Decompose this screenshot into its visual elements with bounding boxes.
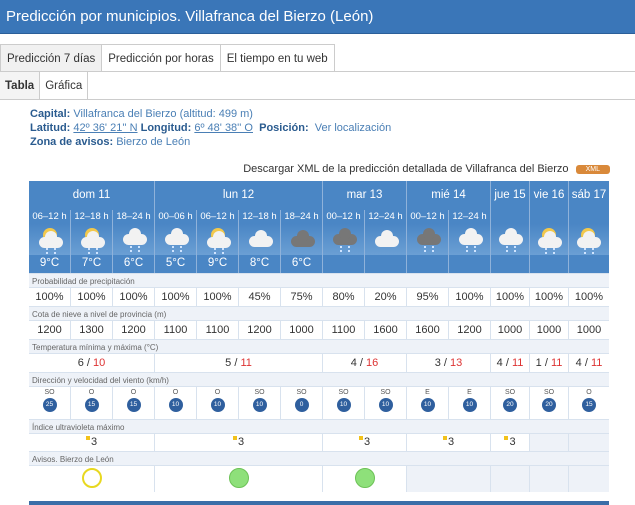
weather-icon-row [29,224,609,255]
xml-download-text[interactable]: Descargar XML de la predicción detallada de Villafranca del Bierzo [243,163,569,175]
latitude-label: Latitud: [30,122,71,134]
precip-label: Probabilidad de precipitación [29,273,609,288]
day-header: mié 14 [407,181,491,210]
wind-cell: SO 20 [530,387,569,419]
snow-cell: 1200 [113,321,155,339]
precip-cell: 100% [113,288,155,306]
wind-label: Dirección y velocidad del viento (km/h) [29,372,609,387]
period-cell: 00–06 h [155,210,197,224]
snow-cell: 1200 [29,321,71,339]
temp-cell: 6°C [113,255,155,273]
capital-value: Villafranca del Bierzo (altitud: 499 m) [73,108,253,120]
green-warning-icon[interactable] [355,468,375,488]
period-cell: 18–24 h [113,210,155,224]
dark-rain-cloud-icon [407,224,449,255]
rain-sun-icon [71,224,113,255]
uv-cell: 3 [323,434,407,451]
wind-cell: E 10 [407,387,449,419]
wind-cell: O 15 [113,387,155,419]
position-label: Posición: [259,122,309,134]
tab-tabla[interactable]: Tabla [0,72,40,99]
day-header: dom 11 [29,181,155,210]
temp-minmax-cell: 4 / 16 [323,354,407,372]
dark-rain-cloud-icon [323,224,365,255]
period-row [29,210,609,224]
wind-arrow-icon: 15 [85,398,99,412]
precip-cell: 95% [407,288,449,306]
temp-cell: 9°C [29,255,71,273]
cloud-icon [365,224,407,255]
uv-row [29,434,609,451]
snow-cell: 1200 [449,321,491,339]
temp-cell: 9°C [197,255,239,273]
sun-icon [443,436,447,440]
temp-cell: 5°C [155,255,197,273]
aviso-cell [155,466,323,492]
wind-arrow-icon: 10 [379,398,393,412]
precip-row [29,288,609,306]
wind-arrow-icon: 10 [169,398,183,412]
precip-cell: 75% [281,288,323,306]
page-title: Predicción por municipios. Villafranca del Bierzo (León) [0,0,635,34]
avisos-row [29,466,609,492]
snow-cell: 1300 [71,321,113,339]
snow-cell: 1100 [323,321,365,339]
wind-arrow-icon: 25 [43,398,57,412]
period-cell: 06–12 h [197,210,239,224]
rain-cloud-icon [491,224,530,255]
precip-cell: 20% [365,288,407,306]
temp-label: Temperatura mínima y máxima (°C) [29,339,609,354]
aviso-cell [323,466,407,492]
dark-cloud-icon [281,224,323,255]
wind-cell: SO 10 [323,387,365,419]
precip-cell: 100% [155,288,197,306]
day-header: vie 16 [530,181,569,210]
rain-cloud-icon [449,224,491,255]
aviso-cell [29,466,155,492]
temp-minmax-cell: 3 / 13 [407,354,491,372]
day-header: lun 12 [155,181,323,210]
snow-cell: 1000 [576,324,602,336]
period-cell: 12–18 h [71,210,113,224]
sub-tabs [0,72,635,100]
longitude-link[interactable]: 6º 48' 38'' O [194,122,253,134]
snow-label: Cota de nieve a nivel de provincia (m) [29,306,609,321]
snow-cell: 1200 [239,321,281,339]
temp-minmax-cell: 1 / 11 [530,354,569,372]
main-tabs [0,44,635,72]
forecast-table [29,181,609,492]
temp-minmax-cell: 6 / 10 [29,354,155,372]
longitude-label: Longitud: [140,122,192,134]
sun-icon [233,436,237,440]
yellow-warning-icon[interactable] [82,468,102,488]
wind-cell: SO 10 [365,387,407,419]
zona-avisos-label: Zona de avisos: [30,136,114,148]
snow-cell: 1000 [491,321,530,339]
temp-minmax-row [29,354,609,372]
day-header-row [29,181,609,210]
snow-cell: 1600 [365,321,407,339]
period-cell: 12–24 h [365,210,407,224]
snow-cell: 1100 [155,321,197,339]
temp-minmax-cell: 5 / 11 [155,354,323,372]
tab-el-tiempo-en-tu-web[interactable]: El tiempo en tu web [220,44,335,71]
wind-arrow-icon: 10 [421,398,435,412]
temp-cell: 8°C [239,255,281,273]
period-cell: 12–24 h [449,210,491,224]
temperature-row [29,255,609,273]
day-header: jue 15 [491,181,530,210]
wind-cell: O 15 [569,387,609,419]
sun-icon [86,436,90,440]
sun-icon [504,436,508,440]
wind-arrow-icon: 10 [463,398,477,412]
wind-arrow-icon: 20 [542,398,556,412]
precip-cell: 100% [197,288,239,306]
snow-row [29,321,609,339]
sun-icon [359,436,363,440]
wind-cell: O 10 [197,387,239,419]
tab-prediccion-por-horas[interactable]: Predicción por horas [101,44,220,71]
snow-cell: 1000 [281,321,323,339]
uv-cell: 3 [155,434,323,451]
period-cell: 00–12 h [407,210,449,224]
wind-arrow-icon: 15 [582,398,596,412]
rain-moon-icon [155,224,197,255]
cloud-icon [239,224,281,255]
rain-moon-icon [113,224,155,255]
wind-row [29,387,609,419]
wind-cell: O 10 [155,387,197,419]
zona-avisos-value: Bierzo de León [116,136,191,148]
precip-cell: 45% [239,288,281,306]
location-info [0,100,635,149]
tab-grafica[interactable]: Gráfica [40,72,88,99]
tab-prediccion-7-dias[interactable]: Predicción 7 días [0,44,102,71]
precip-cell: 100% [71,288,113,306]
avisos-label: Avisos. Bierzo de León [29,451,609,466]
xml-badge-button[interactable]: XML [576,165,610,174]
xml-download [243,163,610,175]
precip-cell: 100% [29,288,71,306]
period-cell: 12–18 h [239,210,281,224]
precip-cell: 100% [449,288,491,306]
temp-minmax-cell: 4 / 11 [491,354,530,372]
rain-sun-icon [29,224,71,255]
period-cell: 18–24 h [281,210,323,224]
wind-cell: SO 10 [239,387,281,419]
period-cell: 06–12 h [29,210,71,224]
precip-cell: 100% [574,291,604,303]
uv-cell: 3 [491,434,530,451]
snow-cell: 1000 [530,321,569,339]
period-cell: 00–12 h [323,210,365,224]
rain-sun-icon [569,224,609,255]
wind-arrow-icon: 10 [211,398,225,412]
snow-cell: 1600 [407,321,449,339]
wind-cell: SO 25 [29,387,71,419]
wind-cell: O 15 [71,387,113,419]
temp-cell: 7°C [71,255,113,273]
green-warning-icon[interactable] [229,468,249,488]
table-footer-bar [29,501,609,505]
day-header: mar 13 [323,181,407,210]
uv-cell: 3 [407,434,491,451]
wind-arrow-icon: 10 [253,398,267,412]
day-header: sáb 17 [569,181,609,210]
uv-cell: 3 [29,434,155,451]
latitude-link[interactable]: 42º 36' 21'' N [73,122,138,134]
ver-localizacion-link[interactable]: Ver localización [314,122,392,134]
wind-arrow-icon: 10 [337,398,351,412]
temp-cell: 6°C [281,255,323,273]
precip-cell: 100% [491,288,530,306]
temp-minmax-cell: 4 / 11 [575,357,603,369]
wind-arrow-icon: 20 [503,398,517,412]
wind-cell: E 10 [449,387,491,419]
wind-cell: SO 20 [491,387,530,419]
capital-label: Capital: [30,108,71,120]
rain-sun-icon [197,224,239,255]
wind-arrow-icon: 15 [127,398,141,412]
snow-cell: 1100 [197,321,239,339]
rain-sun-icon [530,224,569,255]
uv-label: Índice ultravioleta máximo [29,419,609,434]
wind-arrow-icon: 0 [295,398,309,412]
precip-cell: 100% [530,288,569,306]
wind-cell: SO 0 [281,387,323,419]
precip-cell: 80% [323,288,365,306]
